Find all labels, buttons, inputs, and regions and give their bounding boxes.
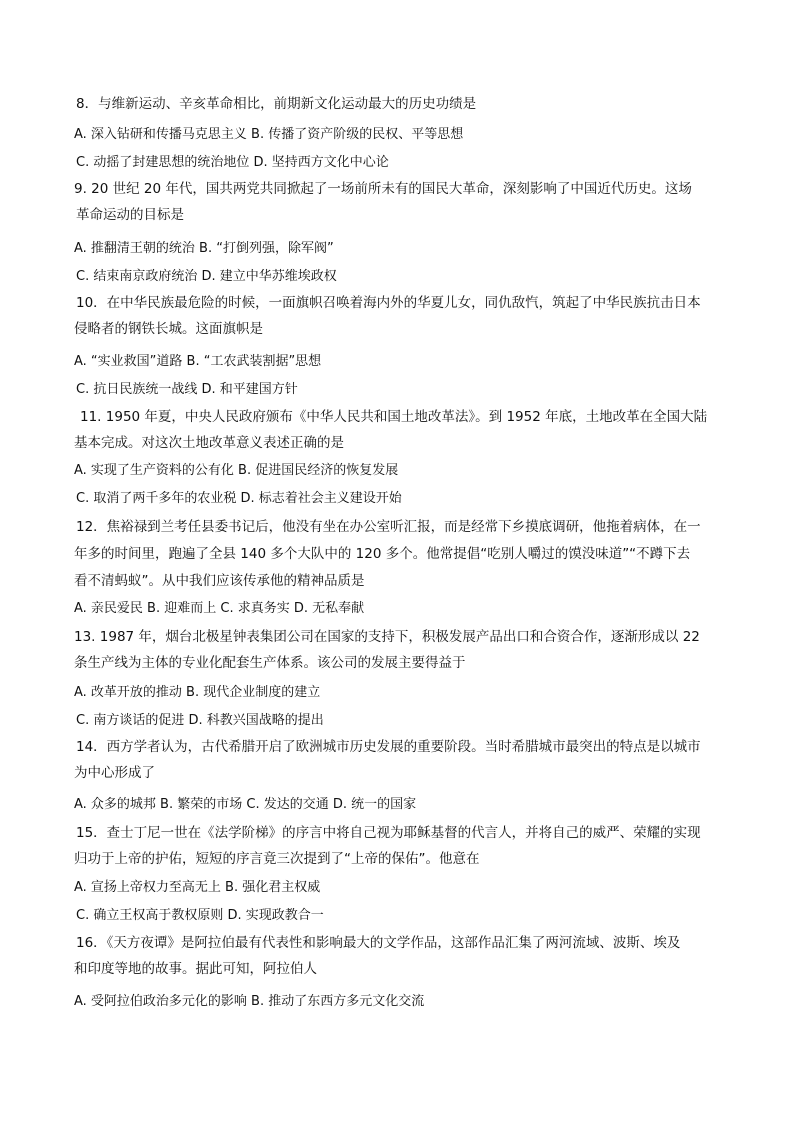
question-8-stem: 8．与维新运动、辛亥革命相比，前期新文化运动最大的历史功绩是 [76, 96, 477, 112]
question-8-options-cd: C. 动摇了封建思想的统治地位 D. 坚持西方文化中心论 [76, 155, 389, 170]
question-13-options-cd: C. 南方谈话的促进 D. 科教兴国战略的提出 [76, 713, 324, 728]
question-9-options-cd: C. 结束南京政府统治 D. 建立中华苏维埃政权 [76, 269, 337, 284]
question-8-options-ab: A. 深入钻研和传播马克思主义 B. 传播了资产阶级的民权、平等思想 [74, 127, 464, 142]
question-16-stem-line-1: 16．《天方夜谭》是阿拉伯最有代表性和影响最大的文学作品，这部作品汇集了两河流域、波斯、埃及 [76, 935, 681, 951]
question-12-stem-line-2: 年多的时间里，跑遍了全县 140 多个大队中的 120 多个。他常提倡“吃别人嚼过的馍没味道”“不蹲下去 [74, 546, 691, 562]
question-11-stem-line-1: 11. 1950 年夏，中央人民政府颁布《中华人民共和国土地改革法》。到 1952 年底，土地改革在全国大陆 [80, 409, 708, 425]
question-12-stem-line-1: 12．焦裕禄到兰考任县委书记后，他没有坐在办公室听汇报，而是经常下乡摸底调研，他拖着病体，在一 [76, 519, 701, 535]
question-9-stem-line-1: 9. 20 世纪 20 年代，国共两党共同掀起了一场前所未有的国民大革命，深刻影响了中国近代历史。这场 [74, 181, 692, 197]
question-13-stem-line-2: 条生产线为主体的专业化配套生产体系。该公司的发展主要得益于 [74, 655, 466, 671]
question-15-options-cd: C. 确立王权高于教权原则 D. 实现政教合一 [76, 908, 324, 923]
question-10-stem-line-2: 侵略者的钢铁长城。这面旗帜是 [74, 321, 263, 337]
question-9-options-ab: A. 推翻清王朝的统治 B. “打倒列强，除军阀” [74, 241, 334, 256]
question-12-stem-line-3: 看不清蚂蚁”。从中我们应该传承他的精神品质是 [74, 573, 365, 589]
question-10-options-ab: A. “实业救国”道路 B. “工农武装割据”思想 [74, 354, 322, 369]
question-10-stem-line-1: 10．在中华民族最危险的时候，一面旗帜召唤着海内外的华夏儿女，同仇敌忾，筑起了中华民族抗击日本 [76, 295, 701, 311]
question-11-stem-line-2: 基本完成。对这次土地改革意义表述正确的是 [74, 435, 344, 451]
question-12-options: A. 亲民爱民 B. 迎难而上 C. 求真务实 D. 无私奉献 [74, 601, 365, 616]
question-14-options: A. 众多的城邦 B. 繁荣的市场 C. 发达的交通 D. 统一的国家 [74, 797, 417, 812]
question-9-stem-line-2: 革命运动的目标是 [76, 207, 184, 223]
question-15-options-ab: A. 宣扬上帝权力至高无上 B. 强化君主权威 [74, 880, 321, 895]
question-10-options-cd: C. 抗日民族统一战线 D. 和平建国方针 [76, 382, 298, 397]
question-11-options-ab: A. 实现了生产资料的公有化 B. 促进国民经济的恢复发展 [74, 463, 399, 478]
question-13-options-ab: A. 改革开放的推动 B. 现代企业制度的建立 [74, 685, 321, 700]
question-14-stem-line-1: 14．西方学者认为，古代希腊开启了欧洲城市历史发展的重要阶段。当时希腊城市最突出的特点是以城市 [76, 739, 701, 755]
question-16-stem-line-2: 和印度等地的故事。据此可知，阿拉伯人 [74, 961, 317, 977]
question-13-stem-line-1: 13. 1987 年，烟台北极星钟表集团公司在国家的支持下，积极发展产品出口和合资合作，逐渐形成以 22 [74, 629, 700, 645]
question-16-options-ab: A. 受阿拉伯政治多元化的影响 B. 推动了东西方多元文化交流 [74, 994, 425, 1009]
question-14-stem-line-2: 为中心形成了 [74, 765, 155, 781]
question-15-stem-line-1: 15．查士丁尼一世在《法学阶梯》的序言中将自己视为耶稣基督的代言人，并将自己的威严、荣耀的实现 [76, 825, 701, 841]
question-11-options-cd: C. 取消了两千多年的农业税 D. 标志着社会主义建设开始 [76, 491, 402, 506]
question-15-stem-line-2: 归功于上帝的护佑，短短的序言竟三次提到了“上帝的保佑”。他意在 [74, 851, 480, 867]
